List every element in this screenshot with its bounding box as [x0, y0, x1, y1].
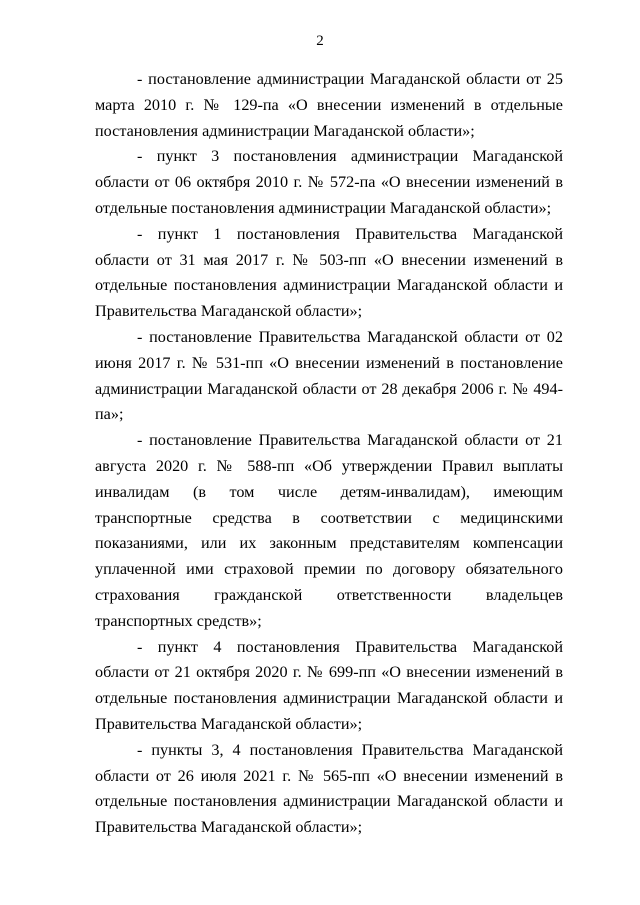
list-item: - пункт 1 постановления Правительства Магаданской области от 31 мая 2017 г. № 503-пп «О внесении изменений в отдельные постановления администрации Магаданской области и Правительства Магаданской области»; — [95, 224, 563, 321]
page-number: 2 — [316, 33, 324, 49]
list-item: - постановление Правительства Магаданской области от 21 августа 2020 г. № 588-пп «Об утверждении Правил выплаты инвалидам (в том числе детям-инвалидам), имеющим транспортные средства в соответствии с медицинскими показаниями, или их законным представителям компенсации уплаченной ими страховой премии по договору обязательного страхования гражданской ответственности владельцев транспортных средств»; — [95, 431, 563, 630]
list-item: - пункт 4 постановления Правительства Магаданской области от 21 октября 2020 г. № 699-пп «О внесении изменений в отдельные постановления администрации Магаданской области и Правительства Магаданской области»; — [95, 637, 563, 733]
list-item: - постановление администрации Магаданской области от 25 марта 2010 г. № 129-па «О внесении изменений в отдельные постановления администрации Магаданской области»; — [95, 70, 563, 140]
document-body — [95, 67, 563, 841]
list-item: - постановление Правительства Магаданской области от 02 июня 2017 г. № 531-пп «О внесении изменений в постановление администрации Магаданской области от 28 декабря 2006 г. № 494-па»; — [95, 327, 563, 424]
list-item: - пункт 3 постановления администрации Магаданской области от 06 октября 2010 г. № 572-па «О внесении изменений в отдельные постановления администрации Магаданской области»; — [95, 147, 563, 217]
list-item: - пункты 3, 4 постановления Правительства Магаданской области от 26 июля 2021 г. № 565-пп «О внесении изменений в отдельные постановления администрации Магаданской области и Правительства Магаданской области»; — [95, 740, 563, 837]
